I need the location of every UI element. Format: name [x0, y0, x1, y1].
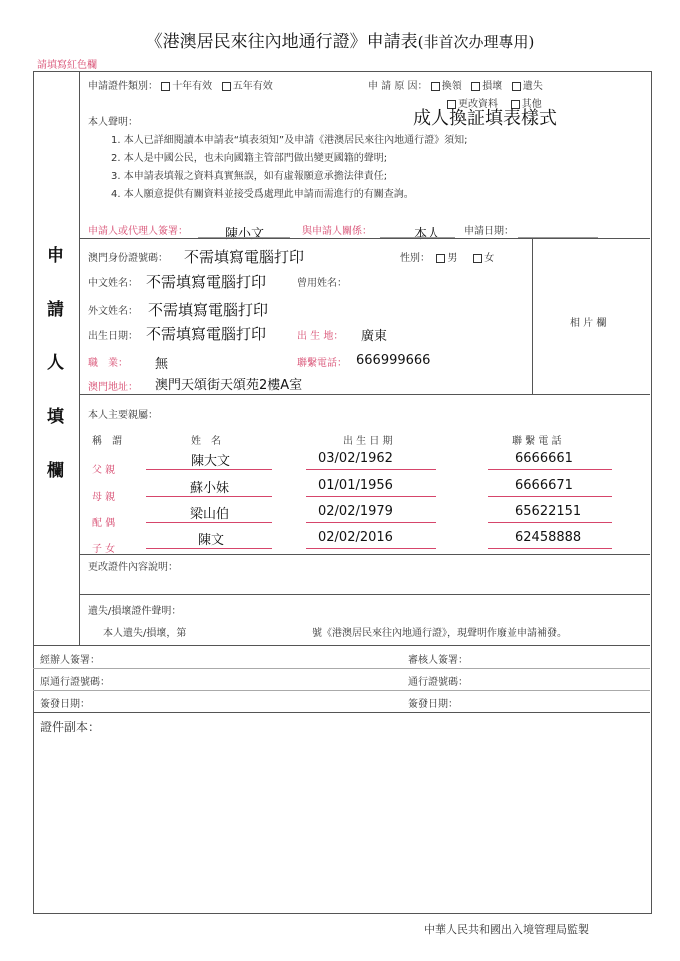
relative-name[interactable]: 蘇小妹: [190, 481, 230, 496]
relative-relation: 配 偶: [92, 518, 116, 529]
gender-label: 性別：: [400, 253, 430, 264]
form-title-main: 《港澳居民來往內地通行證》申請表: [145, 32, 418, 52]
reason-lost-label: 遺失: [522, 81, 543, 92]
underline: [146, 548, 272, 549]
declaration-label: 本人聲明：: [88, 117, 138, 128]
cert-10yr-label: 十年有效: [172, 81, 213, 92]
section-line: [33, 690, 650, 691]
reason-renew-checkbox[interactable]: [431, 82, 440, 91]
relatives-header: 稱 謂: [92, 436, 122, 447]
phone-value[interactable]: 666999666: [356, 353, 431, 368]
addr-label: 澳門地址：: [88, 382, 138, 393]
gender-male-checkbox[interactable]: [436, 254, 445, 263]
loss-label: 遺失/損壞證件聲明：: [88, 606, 182, 617]
relative-phone[interactable]: 65622151: [515, 504, 582, 519]
apply-date-label: 申請日期：: [464, 226, 514, 237]
sidebar-char: 人: [47, 353, 64, 373]
sidebar-char: 欄: [47, 461, 64, 481]
cert-5yr-label: 五年有效: [232, 81, 273, 92]
dob-label: 出生日期：: [88, 331, 138, 342]
relative-relation: 子 女: [92, 544, 116, 555]
photo-divider: [532, 238, 533, 394]
former-name-label: 曾用姓名：: [297, 278, 347, 289]
cert-10yr-checkbox[interactable]: [161, 82, 170, 91]
loss-text-1: 本人遺失/損壞，第: [103, 628, 187, 639]
pob-label: 出 生 地：: [297, 331, 344, 342]
relative-dob[interactable]: 03/02/1962: [318, 451, 393, 466]
relative-relation: 父 親: [92, 465, 116, 476]
underline: [488, 469, 612, 470]
reason-label: 申 請 原 因：: [368, 81, 428, 92]
copy-label: 證件副本：: [40, 720, 101, 734]
handler-label: 經辦人簽署：: [40, 655, 100, 666]
relative-phone[interactable]: 6666671: [515, 478, 573, 493]
dob-value[interactable]: 不需填寫電腦打印: [146, 325, 267, 343]
underline: [146, 469, 272, 470]
sidebar-divider: [79, 71, 80, 645]
relative-dob[interactable]: 02/02/2016: [318, 530, 393, 545]
cert-type-label: 申請證件類別：: [88, 81, 158, 92]
sidebar-char: 請: [47, 300, 64, 320]
change-desc-label: 更改證件內容說明：: [88, 562, 178, 573]
reason-lost-checkbox[interactable]: [512, 82, 521, 91]
underline: [488, 522, 612, 523]
relative-phone[interactable]: 62458888: [515, 530, 582, 545]
relatives-label: 本人主要親屬：: [88, 410, 158, 421]
reviewer-label: 審核人簽署：: [408, 655, 468, 666]
red-field-note: 請填寫紅色欄: [37, 60, 97, 71]
relative-name[interactable]: 陳大文: [191, 454, 231, 469]
underline: [146, 522, 272, 523]
underline: [306, 522, 436, 523]
section-line: [33, 712, 650, 713]
relative-phone[interactable]: 6666661: [515, 451, 573, 466]
sample-note: 成人換証填表樣式: [413, 108, 557, 129]
relation-value[interactable]: 本人: [414, 227, 441, 242]
reason-renew-label: 換領: [441, 81, 462, 92]
job-label: 職 業：: [88, 358, 128, 369]
gender-female-checkbox[interactable]: [473, 254, 482, 263]
underline: [146, 496, 272, 497]
relative-relation: 母 親: [92, 492, 116, 503]
en-name-value[interactable]: 不需填寫電腦打印: [148, 301, 269, 319]
sidebar-char: 填: [47, 407, 64, 427]
job-value[interactable]: 無: [155, 357, 169, 372]
underline: [488, 548, 612, 549]
section-line: [79, 238, 650, 239]
relatives-header: 出 生 日 期: [343, 436, 393, 447]
underline: [306, 496, 436, 497]
relative-dob[interactable]: 02/02/1979: [318, 504, 393, 519]
section-line: [79, 554, 650, 555]
orig-no-label: 原通行證號碼：: [40, 677, 110, 688]
cn-name-label: 中文姓名：: [88, 278, 138, 289]
new-no-label: 通行證號碼：: [408, 677, 468, 688]
gender-row: [400, 249, 494, 264]
signature-label: 申請人或代理人簽署：: [88, 226, 188, 237]
section-line: [79, 394, 650, 395]
reason-other-label: 其他: [521, 99, 542, 110]
form-title: [0, 27, 680, 52]
photo-label: 相 片 欄: [570, 318, 607, 329]
id-label: 澳門身份證號碼：: [88, 253, 168, 264]
relatives-header: 姓 名: [191, 436, 221, 447]
issue-date-label-2: 簽發日期：: [408, 699, 458, 710]
relatives-header: 聯 繫 電 話: [512, 436, 562, 447]
reason-change-label: 更改資料: [458, 99, 498, 110]
declaration-item: 2. 本人是中國公民，也未向國籍主管部門做出變更國籍的聲明;: [111, 153, 388, 164]
reason-damaged-label: 損壞: [482, 81, 503, 92]
issue-date-label: 簽發日期：: [40, 699, 90, 710]
gender-male-label: 男: [447, 253, 458, 264]
loss-text-2: 號《港澳居民來往內地通行證》，現聲明作廢並申請補發。: [312, 628, 567, 639]
phone-label: 聯繫電話：: [297, 358, 347, 369]
footer-text: 中華人民共和國出入境管理局監製: [424, 923, 589, 936]
reason-damaged-checkbox[interactable]: [471, 82, 480, 91]
cn-name-value[interactable]: 不需填寫電腦打印: [146, 273, 267, 291]
sidebar-char: 申: [47, 246, 64, 266]
section-line: [79, 594, 650, 595]
cert-5yr-checkbox[interactable]: [222, 82, 231, 91]
pob-value[interactable]: 廣東: [361, 329, 388, 344]
underline: [488, 496, 612, 497]
section-line: [33, 645, 650, 646]
form-title-sub: (非首次办理專用): [417, 33, 535, 51]
declaration-item: 4. 本人願意提供有關資料並接受爲處理此申請而需進行的有關查詢。: [111, 189, 414, 200]
underline: [306, 548, 436, 549]
declaration-item: 3. 本申請表填報之資料真實無誤，如有虛報願意承擔法律責任;: [111, 171, 388, 182]
declaration-item: 1. 本人已詳細閱讀本申請表“填表須知”及申請《港澳居民來往內地通行證》須知;: [111, 135, 468, 146]
underline: [306, 469, 436, 470]
id-value[interactable]: 不需填寫電腦打印: [184, 248, 305, 266]
relative-name[interactable]: 梁山伯: [190, 507, 230, 522]
relation-label: 與申請人關係：: [302, 226, 372, 237]
reason-row: [368, 77, 543, 92]
cert-type-row: [88, 77, 273, 92]
addr-value[interactable]: 澳門天頌街天頌苑2樓A室: [155, 378, 303, 393]
relative-name[interactable]: 陳文: [198, 533, 225, 548]
section-line: [33, 668, 650, 669]
relative-dob[interactable]: 01/01/1956: [318, 478, 393, 493]
en-name-label: 外文姓名：: [88, 306, 138, 317]
gender-female-label: 女: [484, 253, 495, 264]
signature-value[interactable]: 陳小文: [225, 227, 265, 242]
